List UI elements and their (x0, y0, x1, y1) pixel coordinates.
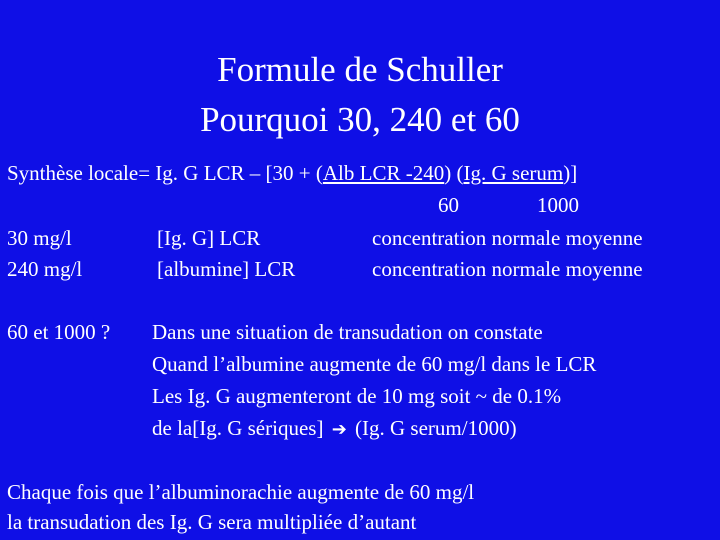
formula-igg-term: Ig. G serum (463, 161, 564, 185)
row-240-param: [albumine] LCR (157, 257, 296, 281)
question-line-1: Dans une situation de transudation on constate (152, 320, 543, 344)
formula-suffix: )] (563, 161, 578, 185)
question-line-3: Les Ig. G augmenteront de 10 mg soit ~ de 0.1% (152, 384, 562, 408)
conclusion-line-2: la transudation des Ig. G sera multipliée d’autant (7, 510, 417, 534)
formula-line (7, 160, 577, 186)
question-label: 60 et 1000 ? (7, 320, 111, 344)
formula-alb-term: Alb LCR -240 (322, 161, 445, 185)
row-240-desc: concentration normale moyenne (372, 257, 643, 281)
question-line-2: Quand l’albumine augmente de 60 mg/l dans le LCR (152, 352, 597, 376)
row-30-param: [Ig. G] LCR (157, 226, 261, 250)
question-last-prefix: de la[Ig. G sériques] (152, 416, 324, 440)
formula-prefix: Synthèse locale= Ig. G LCR – [30 + ( (7, 161, 323, 185)
title-line-1: Formule de Schuller (217, 50, 503, 89)
row-240-value: 240 mg/l (7, 257, 83, 281)
question-last-suffix: (Ig. G serum/1000) (355, 416, 517, 440)
question-line-4 (152, 415, 517, 443)
formula-denominator-1000: 1000 (537, 193, 579, 217)
row-30-desc: concentration normale moyenne (372, 226, 643, 250)
right-arrow-icon: ➔ (331, 419, 347, 440)
row-30-value: 30 mg/l (7, 226, 72, 250)
formula-denominator-60: 60 (438, 193, 459, 217)
title-line-2: Pourquoi 30, 240 et 60 (200, 100, 520, 139)
formula-middle: ) ( (444, 161, 464, 185)
conclusion-line-1: Chaque fois que l’albuminorachie augmente de 60 mg/l (7, 480, 475, 504)
